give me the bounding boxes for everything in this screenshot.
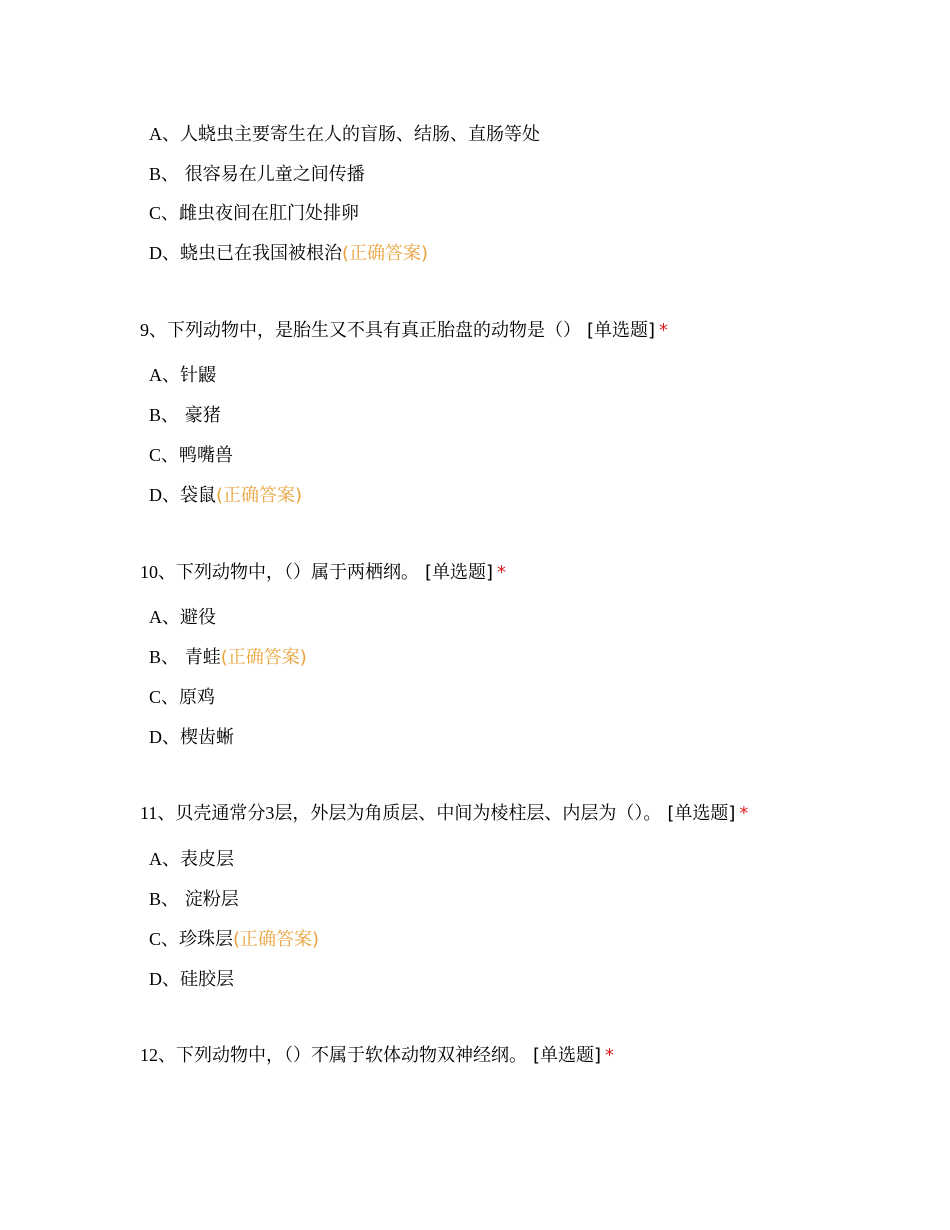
- question-number: 9: [140, 320, 149, 340]
- q8-option-d[interactable]: [149, 241, 428, 266]
- question-number: 11: [140, 803, 158, 823]
- option-letter: B: [149, 405, 162, 425]
- question-separator: 、: [158, 1045, 176, 1066]
- q8-option-c[interactable]: [149, 201, 359, 226]
- option-text: 珍珠层: [179, 929, 234, 950]
- correct-answer-mark: (正确答案): [220, 647, 307, 668]
- option-separator: 、: [161, 687, 180, 708]
- q10-title: [140, 560, 506, 585]
- option-letter: A: [149, 849, 162, 869]
- option-letter: D: [149, 727, 162, 747]
- option-text: 很容易在儿童之间传播: [184, 164, 365, 185]
- option-text: 豪猪: [184, 405, 221, 426]
- q8-option-a[interactable]: [149, 122, 540, 147]
- option-text: 原鸡: [179, 687, 216, 708]
- option-letter: A: [149, 365, 162, 385]
- q8-option-b[interactable]: [149, 162, 365, 187]
- question-type-tag: [单选题]: [533, 1045, 602, 1066]
- q9-option-b[interactable]: [149, 403, 221, 428]
- question-number: 12: [140, 1045, 158, 1065]
- question-separator: 、: [157, 803, 176, 824]
- required-star: *: [659, 320, 669, 341]
- option-separator: 、: [162, 124, 180, 145]
- q10-option-c[interactable]: [149, 685, 215, 710]
- option-text: 袋鼠: [180, 485, 216, 506]
- option-separator: 、: [162, 485, 180, 506]
- option-letter: D: [149, 243, 162, 263]
- q11-option-a[interactable]: [149, 847, 234, 872]
- question-text: 下列动物中，（）属于两栖纲。: [176, 562, 419, 583]
- option-letter: C: [149, 445, 162, 465]
- option-separator: 、: [162, 727, 180, 748]
- q9-option-c[interactable]: [149, 443, 233, 468]
- q9-title: [140, 318, 668, 343]
- q11-title: [140, 801, 748, 826]
- required-star: *: [605, 1045, 615, 1066]
- option-separator: 、: [162, 243, 180, 264]
- q9-option-d[interactable]: [149, 483, 302, 508]
- q11-option-b[interactable]: [149, 887, 239, 912]
- question-type-tag: [单选题]: [425, 562, 494, 583]
- q12-title: [140, 1043, 614, 1068]
- option-text: 避役: [180, 607, 216, 628]
- option-letter: B: [149, 889, 162, 909]
- option-separator: 、: [162, 607, 180, 628]
- q9-option-a[interactable]: [149, 363, 216, 388]
- option-letter: B: [149, 647, 162, 667]
- question-text: 贝壳通常分: [175, 803, 266, 824]
- option-text: 人蛲虫主要寄生在人的盲肠、结肠、直肠等处: [180, 124, 540, 145]
- option-letter: B: [149, 164, 162, 184]
- option-separator: 、: [161, 929, 180, 950]
- option-text: 蛲虫已在我国被根治: [180, 243, 342, 264]
- question-text: 下列动物中，（）不属于软体动物双神经纲。: [176, 1045, 527, 1066]
- option-text: 硅胶层: [180, 969, 234, 990]
- question-separator: 、: [158, 562, 176, 583]
- option-letter: C: [149, 929, 162, 949]
- option-separator: 、: [162, 365, 180, 386]
- question-text: 下列动物中，是胎生又不具有真正胎盘的动物是（）: [167, 320, 581, 341]
- option-letter: D: [149, 969, 162, 989]
- option-letter: A: [149, 607, 162, 627]
- option-text: 针鼹: [180, 365, 216, 386]
- question-type-tag: [单选题]: [587, 320, 656, 341]
- q10-option-a[interactable]: [149, 605, 216, 630]
- option-text: 淀粉层: [184, 889, 239, 910]
- option-separator: 、: [161, 445, 180, 466]
- option-separator: 、: [161, 405, 185, 426]
- option-text: 鸭嘴兽: [179, 445, 234, 466]
- option-separator: 、: [162, 969, 180, 990]
- question-text-number: 3: [265, 803, 275, 823]
- option-separator: 、: [161, 647, 185, 668]
- q11-option-d[interactable]: [149, 967, 234, 992]
- correct-answer-mark: (正确答案): [342, 243, 429, 264]
- correct-answer-mark: (正确答案): [233, 929, 320, 950]
- correct-answer-mark: (正确答案): [216, 485, 303, 506]
- q10-option-d[interactable]: [149, 725, 234, 750]
- q10-option-b[interactable]: [149, 645, 307, 670]
- option-letter: C: [149, 687, 162, 707]
- option-letter: A: [149, 124, 162, 144]
- question-type-tag: [单选题]: [667, 803, 736, 824]
- option-separator: 、: [161, 889, 185, 910]
- required-star: *: [739, 803, 749, 824]
- required-star: *: [497, 562, 507, 583]
- option-letter: D: [149, 485, 162, 505]
- q11-option-c[interactable]: [149, 927, 319, 952]
- option-separator: 、: [162, 849, 180, 870]
- option-text: 青蛙: [184, 647, 221, 668]
- option-letter: C: [149, 203, 162, 223]
- option-text: 表皮层: [180, 849, 234, 870]
- question-number: 10: [140, 562, 158, 582]
- question-text: 层，外层为角质层、中间为棱柱层、内层为（）。: [274, 803, 662, 824]
- question-separator: 、: [149, 320, 167, 341]
- option-separator: 、: [161, 164, 185, 185]
- option-separator: 、: [161, 203, 180, 224]
- option-text: 雌虫夜间在肛门处排卵: [179, 203, 360, 224]
- option-text: 楔齿蜥: [180, 727, 234, 748]
